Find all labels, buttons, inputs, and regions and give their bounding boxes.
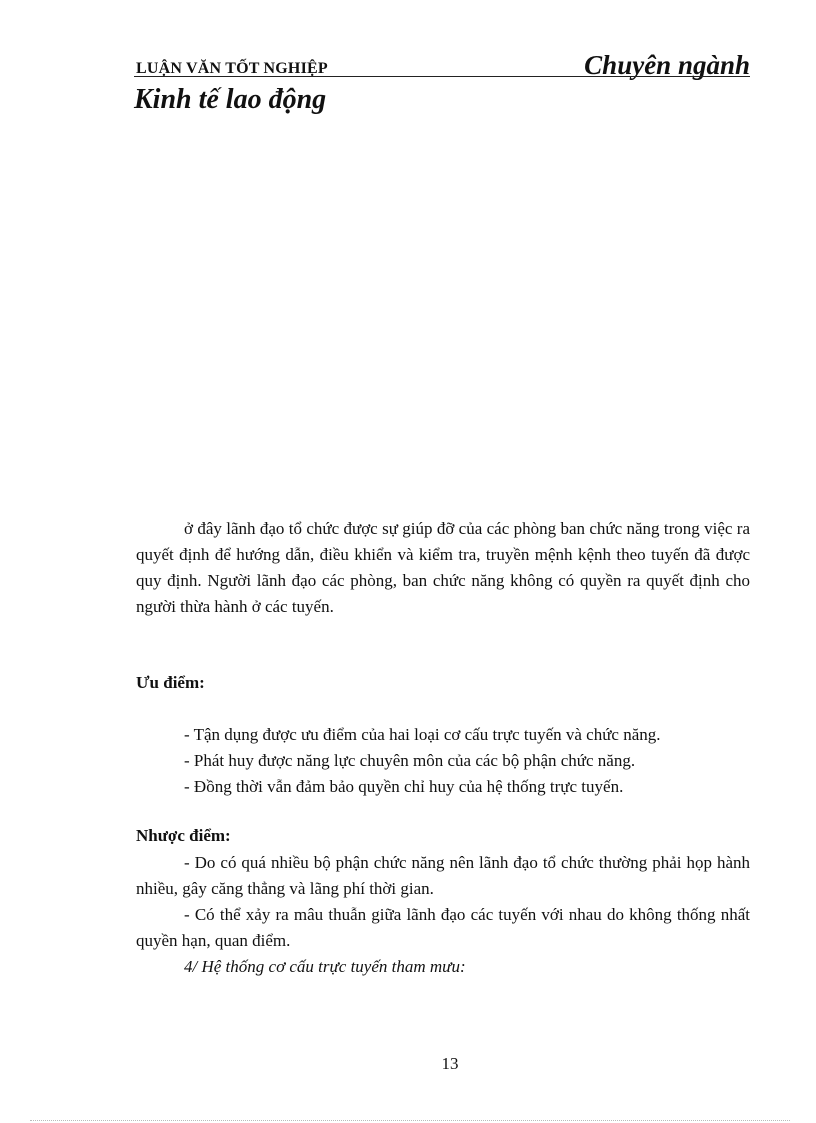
page-number: 13 (441, 1054, 459, 1073)
disadvantages-heading: Nhược điểm: (136, 826, 231, 845)
header-rule (134, 76, 750, 77)
header-thesis-label: LUẬN VĂN TỐT NGHIỆP (136, 60, 328, 77)
intro-paragraph: ở đây lãnh đạo tổ chức được sự giúp đỡ của các phòng ban chức năng trong việc ra quyết định để hướng dẫn, điều khiển và kiểm tra, truyền mệnh kệnh theo tuyến đã được quy định. Người lãnh đạo các phòng, ban chức năng không có quyền ra quyết định cho người thừa hành ở các tuyến. (136, 519, 750, 616)
section-heading: 4/ Hệ thống cơ cấu trực tuyến tham mưu: (184, 957, 466, 976)
list-item: - Phát huy được năng lực chuyên môn của các bộ phận chức năng. (184, 751, 636, 770)
disadvantage-paragraph: - Có thể xảy ra mâu thuẫn giữa lãnh đạo các tuyến với nhau do không thống nhất quyền hạn, quan điểm. (136, 905, 750, 950)
header-major-name: Kinh tế lao động (134, 84, 327, 115)
list-item: - Đồng thời vẫn đảm bảo quyền chỉ huy của hệ thống trực tuyến. (184, 777, 624, 796)
list-item: - Tận dụng được ưu điểm của hai loại cơ cấu trực tuyến và chức năng. (184, 725, 661, 744)
advantages-heading: Ưu điểm: (136, 673, 205, 692)
footer-dotted-line (30, 1120, 790, 1121)
header-major-label: Chuyên ngành (584, 50, 750, 80)
advantages-list (184, 722, 750, 800)
disadvantage-paragraph: - Do có quá nhiều bộ phận chức năng nên lãnh đạo tổ chức thường phải họp hành nhiều, gây căng thẳng và lãng phí thời gian. (136, 853, 750, 898)
